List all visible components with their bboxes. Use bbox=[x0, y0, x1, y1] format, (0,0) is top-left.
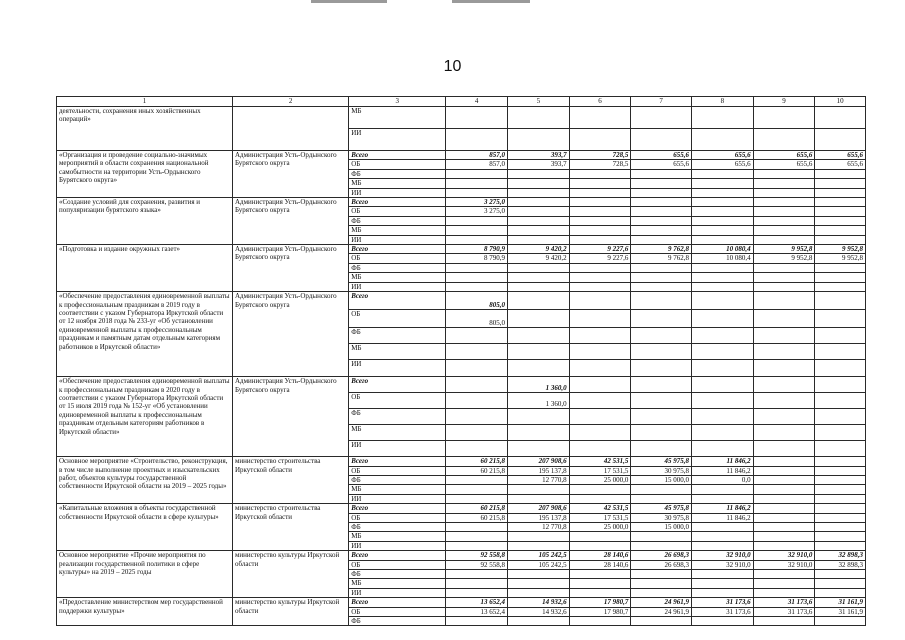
measure-executor: министерство культуры Иркутской области bbox=[232, 598, 348, 626]
source-cell: ИИ bbox=[349, 588, 446, 597]
table-row: ОБ 3 275,0 bbox=[57, 207, 866, 216]
col-header: 1 bbox=[57, 97, 233, 107]
col-header: 6 bbox=[569, 97, 631, 107]
table-row: Основное мероприятие «Прочие мероприятия по реализации государственной политики в сфере культуры» на 2019 – 2025 годы министерство культуры Иркутской области Всего 92 558,8 105 242,5 28 140,6 26 698,3 32 910,0 32 910,0 32 898,3 bbox=[57, 551, 866, 560]
source-cell: ИИ bbox=[349, 494, 446, 503]
scan-mark-right bbox=[452, 0, 530, 3]
table-row: «Обеспечение предоставления единовременной выплаты к профессиональным праздникам в 2020 году в соответствии с указом Губернатора Иркутской области от 15 июля 2019 года № 152-уг «Об установлении единовременной выплаты к профессиональным праздникам отдельным категориям работников в Иркутской области» Администрация Усть-Ордынского Бурятского округа Всего 1 360,0 bbox=[57, 377, 866, 393]
table-row: ФБ 12 770,8 25 000,0 15 000,0 bbox=[57, 522, 866, 531]
measure-name: «Подготовка и издание окружных газет» bbox=[57, 245, 233, 292]
source-cell: Всего bbox=[349, 457, 446, 466]
measure-name: Основное мероприятие «Прочие мероприятия по реализации государственной политики в сфере культуры» на 2019 – 2025 годы bbox=[57, 551, 233, 598]
col-header: 8 bbox=[692, 97, 754, 107]
source-cell: ФБ bbox=[349, 328, 446, 344]
table-row: ОБ 1 360,0 bbox=[57, 393, 866, 409]
measure-executor: Администрация Усть-Ордынского Бурятского округа bbox=[232, 377, 348, 457]
table-row: «Капитальные вложения в объекты государственной собственности Иркутской области в сфере культуры» министерство строительства Иркутской области Всего 60 215,8 207 908,6 42 531,5 45 975,8 11 846,2 bbox=[57, 504, 866, 513]
source-cell: ИИ bbox=[349, 441, 446, 457]
source-cell: Всего bbox=[349, 198, 446, 207]
source-cell: ФБ bbox=[349, 617, 446, 626]
source-cell: ОБ bbox=[349, 513, 446, 522]
table-row bbox=[57, 107, 866, 129]
measure-executor: Администрация Усть-Ордынского Бурятского округа bbox=[232, 245, 348, 292]
measure-name: «Обеспечение предоставления единовременной выплаты к профессиональным праздникам в 2019 году в соответствии с указом Губернатора Иркутской области от 12 ноября 2018 года № 233-уг «Об установлении единовременной выплаты к профессиональным праздникам и памятным датам отдельным категориям работников в Иркутской области» bbox=[57, 292, 233, 377]
measure-executor: министерство культуры Иркутской области bbox=[232, 551, 348, 598]
measure-name: «Организация и проведение социально-значимых мероприятий в области сохранения национальной самобытности на территории Усть-Ордынского Бурятского округа» bbox=[57, 151, 233, 198]
source-cell: ОБ bbox=[349, 393, 446, 409]
scan-mark-left bbox=[311, 0, 387, 3]
measure-executor: министерство строительства Иркутской области bbox=[232, 504, 348, 551]
cut-text-tail: операций» bbox=[59, 115, 91, 124]
col-header: 3 bbox=[349, 97, 446, 107]
measure-executor: министерство строительства Иркутской области bbox=[232, 457, 348, 504]
source-cell: ИИ bbox=[349, 235, 446, 244]
measure-name: «Обеспечение предоставления единовременной выплаты к профессиональным праздникам в 2020 году в соответствии с указом Губернатора Иркутской области от 15 июля 2019 года № 152-уг «Об установлении единовременной выплаты к профессиональным праздникам отдельным категориям работников в Иркутской области» bbox=[57, 377, 233, 457]
page-number: 10 bbox=[443, 58, 462, 75]
source-cell: МБ bbox=[349, 579, 446, 588]
source-cell: МБ bbox=[349, 226, 446, 235]
source-cell: МБ bbox=[349, 107, 446, 129]
table-row: ОБ 92 558,8 105 242,5 28 140,6 26 698,3 32 910,0 32 910,0 32 898,3 bbox=[57, 560, 866, 569]
measure-executor: Администрация Усть-Ордынского Бурятского округа bbox=[232, 292, 348, 377]
table-row: «Обеспечение предоставления единовременной выплаты к профессиональным праздникам в 2019 году в соответствии с указом Губернатора Иркутской области от 12 ноября 2018 года № 233-уг «Об установлении единовременной выплаты к профессиональным праздникам и памятным датам отдельным категориям работников в Иркутской области» Администрация Усть-Ордынского Бурятского округа Всего 805,0 bbox=[57, 292, 866, 310]
measure-name bbox=[57, 107, 233, 151]
table-row: ОБ 805,0 bbox=[57, 310, 866, 328]
measure-name: «Предоставление министерством мер государственной поддержки культуры» bbox=[57, 598, 233, 626]
table-row: ОБ 60 215,8 195 137,8 17 531,5 30 975,8 11 846,2 bbox=[57, 513, 866, 522]
source-cell: ИИ bbox=[349, 541, 446, 550]
col-header: 5 bbox=[507, 97, 569, 107]
source-cell: ФБ bbox=[349, 216, 446, 225]
source-cell: ФБ bbox=[349, 569, 446, 578]
table-header-row bbox=[57, 97, 866, 107]
source-cell: ОБ bbox=[349, 207, 446, 216]
source-cell: ФБ bbox=[349, 169, 446, 178]
source-cell: Всего bbox=[349, 504, 446, 513]
source-cell: ОБ bbox=[349, 160, 446, 169]
source-cell: Всего bbox=[349, 151, 446, 160]
measure-name: «Капитальные вложения в объекты государственной собственности Иркутской области в сфере культуры» bbox=[57, 504, 233, 551]
measure-name: «Создание условий для сохранения, развития и популяризации бурятского языка» bbox=[57, 198, 233, 245]
table-row: ОБ 857,0 393,7 728,5 655,6 655,6 655,6 655,6 bbox=[57, 160, 866, 169]
col-header: 7 bbox=[631, 97, 692, 107]
source-cell: ОБ bbox=[349, 310, 446, 328]
table-row: ОБ 60 215,8 195 137,8 17 531,5 30 975,8 11 846,2 bbox=[57, 466, 866, 475]
measure-executor bbox=[232, 107, 348, 151]
source-cell: ОБ bbox=[349, 560, 446, 569]
source-cell: ФБ bbox=[349, 522, 446, 531]
source-cell: ОБ bbox=[349, 254, 446, 263]
source-cell: ИИ bbox=[349, 188, 446, 197]
measure-executor: Администрация Усть-Ордынского Бурятского округа bbox=[232, 198, 348, 245]
table-row: «Подготовка и издание окружных газет» Администрация Усть-Ордынского Бурятского округа Всего 8 790,9 9 420,2 9 227,6 9 762,8 10 080,4 9 952,8 9 952,8 bbox=[57, 245, 866, 254]
table-row: «Предоставление министерством мер государственной поддержки культуры» министерство культуры Иркутской области Всего 13 652,4 14 932,6 17 980,7 24 961,9 31 173,6 31 173,6 31 161,9 bbox=[57, 598, 866, 607]
col-header: 9 bbox=[753, 97, 815, 107]
source-cell: МБ bbox=[349, 485, 446, 494]
col-header: 2 bbox=[232, 97, 348, 107]
table-row: «Создание условий для сохранения, развития и популяризации бурятского языка» Администрация Усть-Ордынского Бурятского округа Всего 3 275,0 bbox=[57, 198, 866, 207]
source-cell: МБ bbox=[349, 344, 446, 360]
cut-text-fragment: деятельности, сохранения иных хозяйственных bbox=[59, 107, 201, 115]
source-cell: Всего bbox=[349, 245, 446, 254]
source-cell: ИИ bbox=[349, 360, 446, 377]
source-cell: ФБ bbox=[349, 263, 446, 272]
source-cell: Всего bbox=[349, 551, 446, 560]
source-cell: ФБ bbox=[349, 475, 446, 484]
source-cell: ИИ bbox=[349, 282, 446, 291]
measure-name: Основное мероприятие «Строительство, реконструкция, в том числе выполнение проектных и изыскательских работ, объектов культуры государственной собственности Иркутской области на 2019 – 2025 годы» bbox=[57, 457, 233, 504]
measure-executor: Администрация Усть-Ордынского Бурятского округа bbox=[232, 151, 348, 198]
source-cell: Всего bbox=[349, 377, 446, 393]
table-row: ОБ 8 790,9 9 420,2 9 227,6 9 762,8 10 080,4 9 952,8 9 952,8 bbox=[57, 254, 866, 263]
source-cell: МБ bbox=[349, 532, 446, 541]
source-cell: Всего bbox=[349, 292, 446, 310]
source-cell: Всего bbox=[349, 598, 446, 607]
table-row: ФБ 12 770,8 25 000,0 15 000,0 0,0 bbox=[57, 475, 866, 484]
table-row: Основное мероприятие «Строительство, реконструкция, в том числе выполнение проектных и изыскательских работ, объектов культуры государственной собственности Иркутской области на 2019 – 2025 годы» министерство строительства Иркутской области Всего 60 215,8 207 908,6 42 531,5 45 975,8 11 846,2 bbox=[57, 457, 866, 466]
source-cell: ФБ bbox=[349, 409, 446, 425]
source-cell: МБ bbox=[349, 179, 446, 188]
source-cell: ОБ bbox=[349, 466, 446, 475]
source-cell: ИИ bbox=[349, 129, 446, 151]
table-row: ОБ 13 652,4 14 932,6 17 980,7 24 961,9 31 173,6 31 173,6 31 161,9 bbox=[57, 607, 866, 616]
col-header: 10 bbox=[815, 97, 866, 107]
budget-table bbox=[56, 96, 866, 626]
source-cell: МБ bbox=[349, 425, 446, 441]
source-cell: МБ bbox=[349, 273, 446, 282]
table-row: «Организация и проведение социально-значимых мероприятий в области сохранения национальной самобытности на территории Усть-Ордынского Бурятского округа» Администрация Усть-Ордынского Бурятского округа Всего 857,0 393,7 728,5 655,6 655,6 655,6 655,6 bbox=[57, 151, 866, 160]
source-cell: ОБ bbox=[349, 607, 446, 616]
col-header: 4 bbox=[446, 97, 508, 107]
